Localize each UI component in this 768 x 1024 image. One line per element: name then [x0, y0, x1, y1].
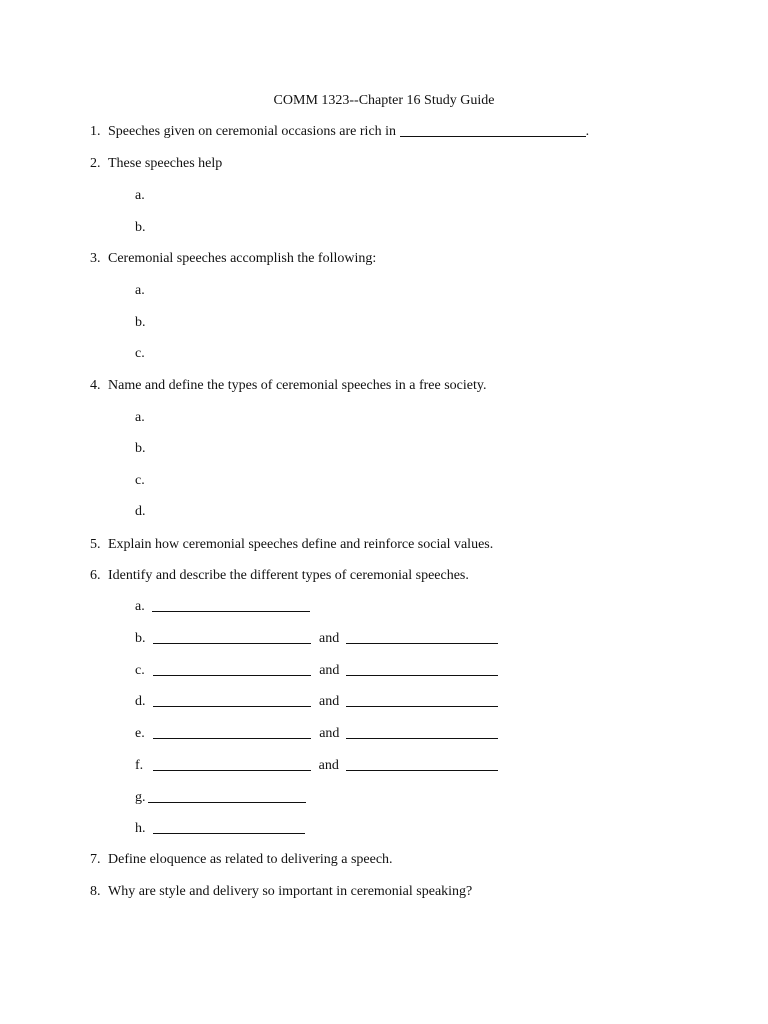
q6-item-e [135, 726, 498, 742]
question-6 [90, 568, 469, 584]
sub-item-label: a. [135, 283, 145, 298]
sub-item-label: e. [135, 726, 145, 741]
question-5 [90, 537, 493, 553]
sub-item-label: b. [135, 315, 146, 330]
sub-item-label: h. [135, 821, 146, 836]
question-text: Identify and describe the different types of ceremonial speeches. [108, 568, 469, 583]
answer-blank[interactable] [153, 758, 311, 771]
answer-blank[interactable] [346, 758, 498, 771]
and-word: and [319, 726, 340, 741]
question-text: Why are style and delivery so important in ceremonial speaking? [108, 884, 473, 899]
question-text: These speeches help [108, 156, 223, 171]
question-number: 7. [90, 852, 101, 867]
sub-item-label: b. [135, 631, 146, 646]
sub-item-label: b. [135, 220, 146, 235]
and-word: and [319, 631, 340, 646]
q6-item-b [135, 631, 498, 647]
answer-blank[interactable] [400, 124, 586, 137]
answer-blank[interactable] [346, 694, 498, 707]
and-word: and [318, 758, 339, 773]
answer-blank[interactable] [346, 631, 498, 644]
sub-item-label: c. [135, 663, 145, 678]
question-number: 3. [90, 251, 101, 266]
answer-blank[interactable] [153, 726, 311, 739]
sub-item-label: c. [135, 473, 145, 488]
question-2 [90, 156, 222, 172]
question-1 [90, 124, 589, 140]
answer-blank[interactable] [153, 631, 311, 644]
q6-item-c [135, 663, 498, 679]
question-text: Ceremonial speeches accomplish the following: [108, 251, 377, 266]
sub-item-label: c. [135, 346, 145, 361]
q6-item-a [135, 599, 310, 615]
sub-item-label: d. [135, 504, 146, 519]
sub-item-label: a. [135, 410, 145, 425]
question-text: Speeches given on ceremonial occasions are rich in [108, 124, 397, 139]
question-text: Define eloquence as related to delivering a speech. [108, 852, 393, 867]
page-title: COMM 1323--Chapter 16 Study Guide [273, 93, 495, 108]
q6-item-h [135, 821, 305, 837]
question-7 [90, 852, 393, 868]
sub-item-label: f. [135, 758, 144, 773]
answer-blank[interactable] [152, 599, 310, 612]
answer-blank[interactable] [153, 663, 311, 676]
q6-item-f [135, 758, 498, 774]
question-text: Explain how ceremonial speeches define and reinforce social values. [108, 537, 494, 552]
question-3 [90, 251, 376, 267]
sub-item-label: g. [135, 790, 146, 805]
sub-item-label: b. [135, 441, 146, 456]
answer-blank[interactable] [346, 726, 498, 739]
q6-item-g [135, 790, 306, 806]
question-number: 1. [90, 124, 101, 139]
sub-item-label: d. [135, 694, 146, 709]
question-end-punct: . [585, 124, 590, 139]
question-text: Name and define the types of ceremonial speeches in a free society. [108, 378, 487, 393]
answer-blank[interactable] [153, 821, 305, 834]
question-4 [90, 378, 486, 394]
question-number: 6. [90, 568, 101, 583]
and-word: and [319, 663, 340, 678]
sub-item-label: a. [135, 599, 145, 614]
question-number: 8. [90, 884, 101, 899]
sub-item-label: a. [135, 188, 145, 203]
answer-blank[interactable] [148, 790, 306, 803]
answer-blank[interactable] [153, 694, 311, 707]
and-word: and [319, 694, 340, 709]
question-number: 4. [90, 378, 101, 393]
question-number: 5. [90, 537, 101, 552]
answer-blank[interactable] [346, 663, 498, 676]
q6-item-d [135, 694, 498, 710]
question-number: 2. [90, 156, 101, 171]
question-8 [90, 884, 472, 900]
